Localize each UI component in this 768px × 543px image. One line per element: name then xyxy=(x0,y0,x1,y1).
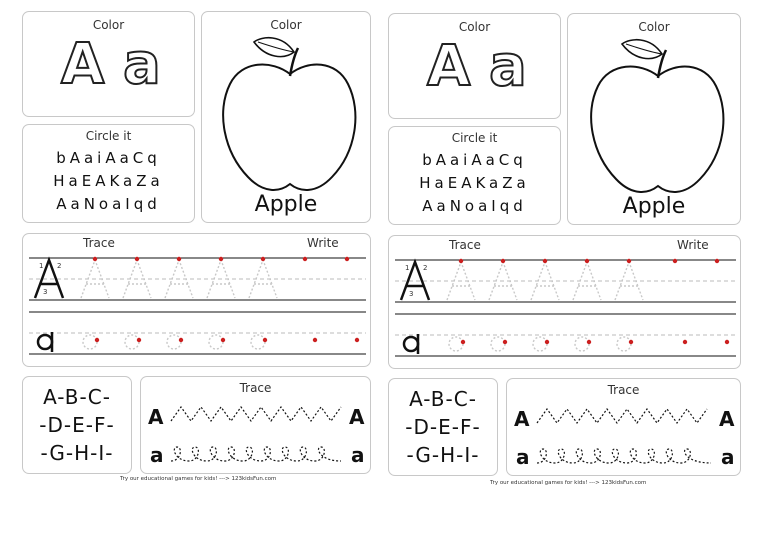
circle-row-1: bAaiAaCq xyxy=(56,149,161,167)
pattern-start-lower: a xyxy=(150,443,164,467)
stroke-number-1: 1 xyxy=(39,262,44,270)
circle-row-3: AaNoaIqd xyxy=(422,197,527,215)
circle-it-card xyxy=(388,126,561,225)
apple-card xyxy=(567,13,741,225)
pattern-trace-card xyxy=(140,376,371,474)
stroke-number-3: 3 xyxy=(43,288,48,296)
stroke-number-2: 2 xyxy=(423,264,428,272)
footer-text: Try our educational games for kids! ---> 123kidsFun.com xyxy=(120,476,277,482)
write-label: Write xyxy=(677,238,709,252)
circle-row-1: bAaiAaCq xyxy=(422,151,527,169)
color-letters-card xyxy=(388,13,561,119)
trace-write-card xyxy=(388,235,741,369)
circle-row-2: HaEAKaZa xyxy=(419,174,530,192)
trace-label: Trace xyxy=(449,238,481,252)
stroke-number-3: 3 xyxy=(409,290,414,298)
pattern-trace-label: Trace xyxy=(239,381,272,395)
circle-row-3: AaNoaIqd xyxy=(56,195,161,213)
apple-word: Apple xyxy=(254,192,318,217)
trace-label: Trace xyxy=(83,236,115,250)
circle-row-2: HaEAKaZa xyxy=(53,172,164,190)
pattern-end-upper: A xyxy=(349,405,365,429)
color-letter-lower: a xyxy=(123,32,161,97)
color-label: Color xyxy=(638,20,670,34)
abc-card xyxy=(22,376,132,474)
pattern-lines xyxy=(141,377,372,475)
stroke-number-1: 1 xyxy=(405,264,410,272)
color-letter-upper: A xyxy=(427,34,471,99)
color-label: Color xyxy=(92,18,125,32)
color-label: Color xyxy=(270,18,302,32)
pattern-trace-card xyxy=(506,378,741,476)
pattern-trace-label: Trace xyxy=(607,383,640,397)
abc-card xyxy=(388,378,498,476)
worksheet-left xyxy=(20,8,380,508)
color-label: Color xyxy=(458,20,491,34)
circle-it-card xyxy=(22,124,195,223)
footer-text: Try our educational games for kids! ---> 123kidsFun.com xyxy=(490,480,647,486)
apple-word: Apple xyxy=(622,194,686,219)
circle-it-label: Circle it xyxy=(451,131,498,145)
pattern-end-upper: A xyxy=(719,407,735,431)
color-letter-upper: A xyxy=(61,32,105,97)
apple-card xyxy=(201,11,371,223)
abc-row-1: A-B-C- xyxy=(409,387,477,411)
abc-row-2: -D-E-F- xyxy=(39,413,115,437)
pattern-start-lower: a xyxy=(516,445,530,469)
pattern-lines xyxy=(507,379,742,477)
color-letters-card xyxy=(22,11,195,117)
handwriting-lines xyxy=(23,234,372,368)
abc-row-1: A-B-C- xyxy=(43,385,111,409)
pattern-start-upper: A xyxy=(148,405,164,429)
worksheet-right xyxy=(386,10,746,510)
abc-row-2: -D-E-F- xyxy=(405,415,481,439)
color-letter-lower: a xyxy=(489,34,527,99)
pattern-end-lower: a xyxy=(721,445,735,469)
write-label: Write xyxy=(307,236,339,250)
abc-row-3: -G-H-I- xyxy=(40,441,114,465)
stroke-number-2: 2 xyxy=(57,262,62,270)
circle-it-label: Circle it xyxy=(85,129,132,143)
trace-write-card xyxy=(22,233,371,367)
pattern-end-lower: a xyxy=(351,443,365,467)
abc-row-3: -G-H-I- xyxy=(406,443,480,467)
handwriting-lines xyxy=(389,236,742,370)
pattern-start-upper: A xyxy=(514,407,530,431)
